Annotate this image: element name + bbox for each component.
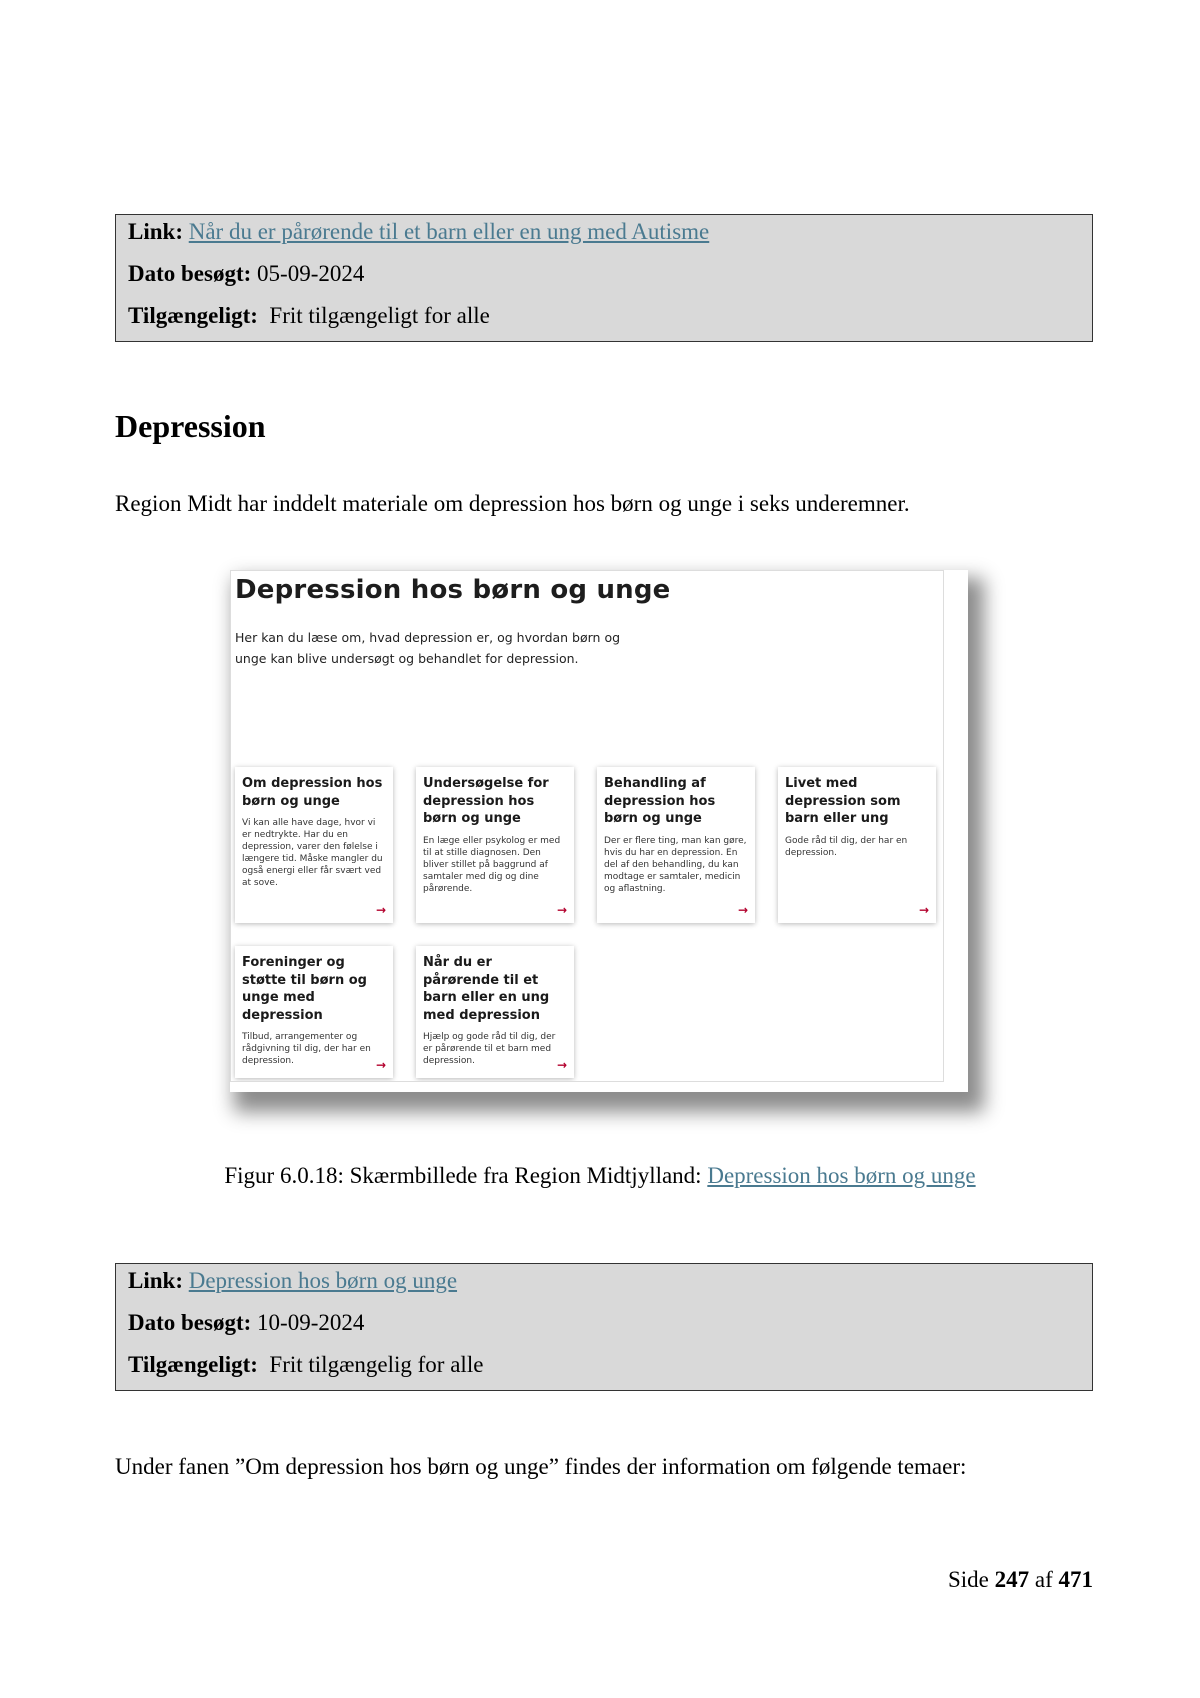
link-label: Link: (128, 1268, 183, 1293)
link-row (128, 219, 709, 245)
page-current: 247 (994, 1567, 1030, 1592)
access-row (128, 303, 490, 329)
date-row (128, 1310, 364, 1336)
card-livet-med-depression[interactable] (778, 767, 936, 923)
card-om-depression[interactable] (235, 767, 393, 923)
card-title: Om depression hos børn og unge (242, 776, 383, 809)
card-text: Hjælp og gode råd til dig, der er pårørende til et barn med depression. (423, 1032, 556, 1066)
date-label: Dato besøgt: (128, 1310, 252, 1335)
arrow-right-icon: → (375, 903, 386, 917)
access-label: Tilgængeligt: (128, 303, 258, 328)
date-row (128, 261, 364, 287)
arrow-right-icon: → (375, 1058, 386, 1072)
card-behandling[interactable] (597, 767, 755, 923)
figure-screenshot (230, 570, 944, 1082)
section-intro: Region Midt har inddelt materiale om depression hos børn og unge i seks underemner. (115, 491, 910, 516)
card-text: Der er flere ting, man kan gøre, hvis du har en depression. En del af den behandling, du kan modtage er samtaler, medicin og aflastning. (604, 835, 747, 894)
arrow-right-icon: → (918, 903, 929, 917)
date-label: Dato besøgt: (128, 261, 252, 286)
link-row (128, 1268, 457, 1294)
card-title: Foreninger og støtte til børn og unge med depression (242, 955, 367, 1023)
card-text: Gode råd til dig, der har en depression. (785, 835, 908, 858)
card-title: Behandling af depression hos børn og unge (604, 776, 716, 826)
arrow-right-icon: → (737, 903, 748, 917)
access-row (128, 1352, 483, 1378)
link-label: Link: (128, 219, 183, 244)
arrow-right-icon: → (556, 1058, 567, 1072)
card-title: Når du er pårørende til et barn eller en ung med depression (423, 955, 550, 1023)
arrow-right-icon: → (556, 903, 567, 917)
caption-link[interactable]: Depression hos børn og unge (707, 1163, 976, 1188)
card-undersoegelse[interactable] (416, 767, 574, 923)
access-value: Frit tilgængelig for alle (269, 1352, 484, 1377)
access-label: Tilgængeligt: (128, 1352, 258, 1377)
screenshot-intro: Her kan du læse om, hvad depression er, og hvordan børn og unge kan blive undersøgt og behandlet for depression. (235, 630, 621, 666)
access-value: Frit tilgængeligt for alle (269, 303, 490, 328)
card-text: Vi kan alle have dage, hvor vi er nedtrykte. Har du en depression, varer den følelse i længere tid. Måske mangler du også energi eller får svært ved at sove. (242, 818, 383, 888)
info-box-depression (115, 1263, 1093, 1391)
info-box-autisme (115, 214, 1093, 342)
section-heading: Depression (115, 408, 266, 444)
screenshot-title: Depression hos børn og unge (235, 575, 671, 605)
autisme-link[interactable]: Når du er pårørende til et barn eller en ung med Autisme (188, 219, 710, 244)
card-title: Livet med depression som barn eller ung (785, 776, 901, 826)
depression-link[interactable]: Depression hos børn og unge (188, 1268, 458, 1293)
figure-caption (0, 1163, 1200, 1189)
page-total: 471 (1058, 1567, 1093, 1592)
page-prefix: Side (947, 1567, 989, 1592)
date-value: 10-09-2024 (257, 1310, 365, 1335)
page-number (948, 1567, 1093, 1593)
card-title: Undersøgelse for depression hos børn og unge (423, 776, 549, 826)
card-paaroerende[interactable] (416, 946, 574, 1078)
caption-prefix: Figur 6.0.18: Skærmbillede fra Region Midtjylland: (224, 1163, 708, 1188)
closing-paragraph: Under fanen ”Om depression hos børn og unge” findes der information om følgende temaer: (115, 1454, 967, 1479)
page-sep: af (1034, 1567, 1053, 1592)
card-text: Tilbud, arrangementer og rådgivning til dig, der har en depression. (242, 1032, 371, 1066)
date-value: 05-09-2024 (257, 261, 365, 286)
card-text: En læge eller psykolog er med til at stille diagnosen. Den bliver stillet på baggrund af samtaler med dig og dine pårørende. (423, 835, 561, 894)
card-foreninger[interactable] (235, 946, 393, 1078)
